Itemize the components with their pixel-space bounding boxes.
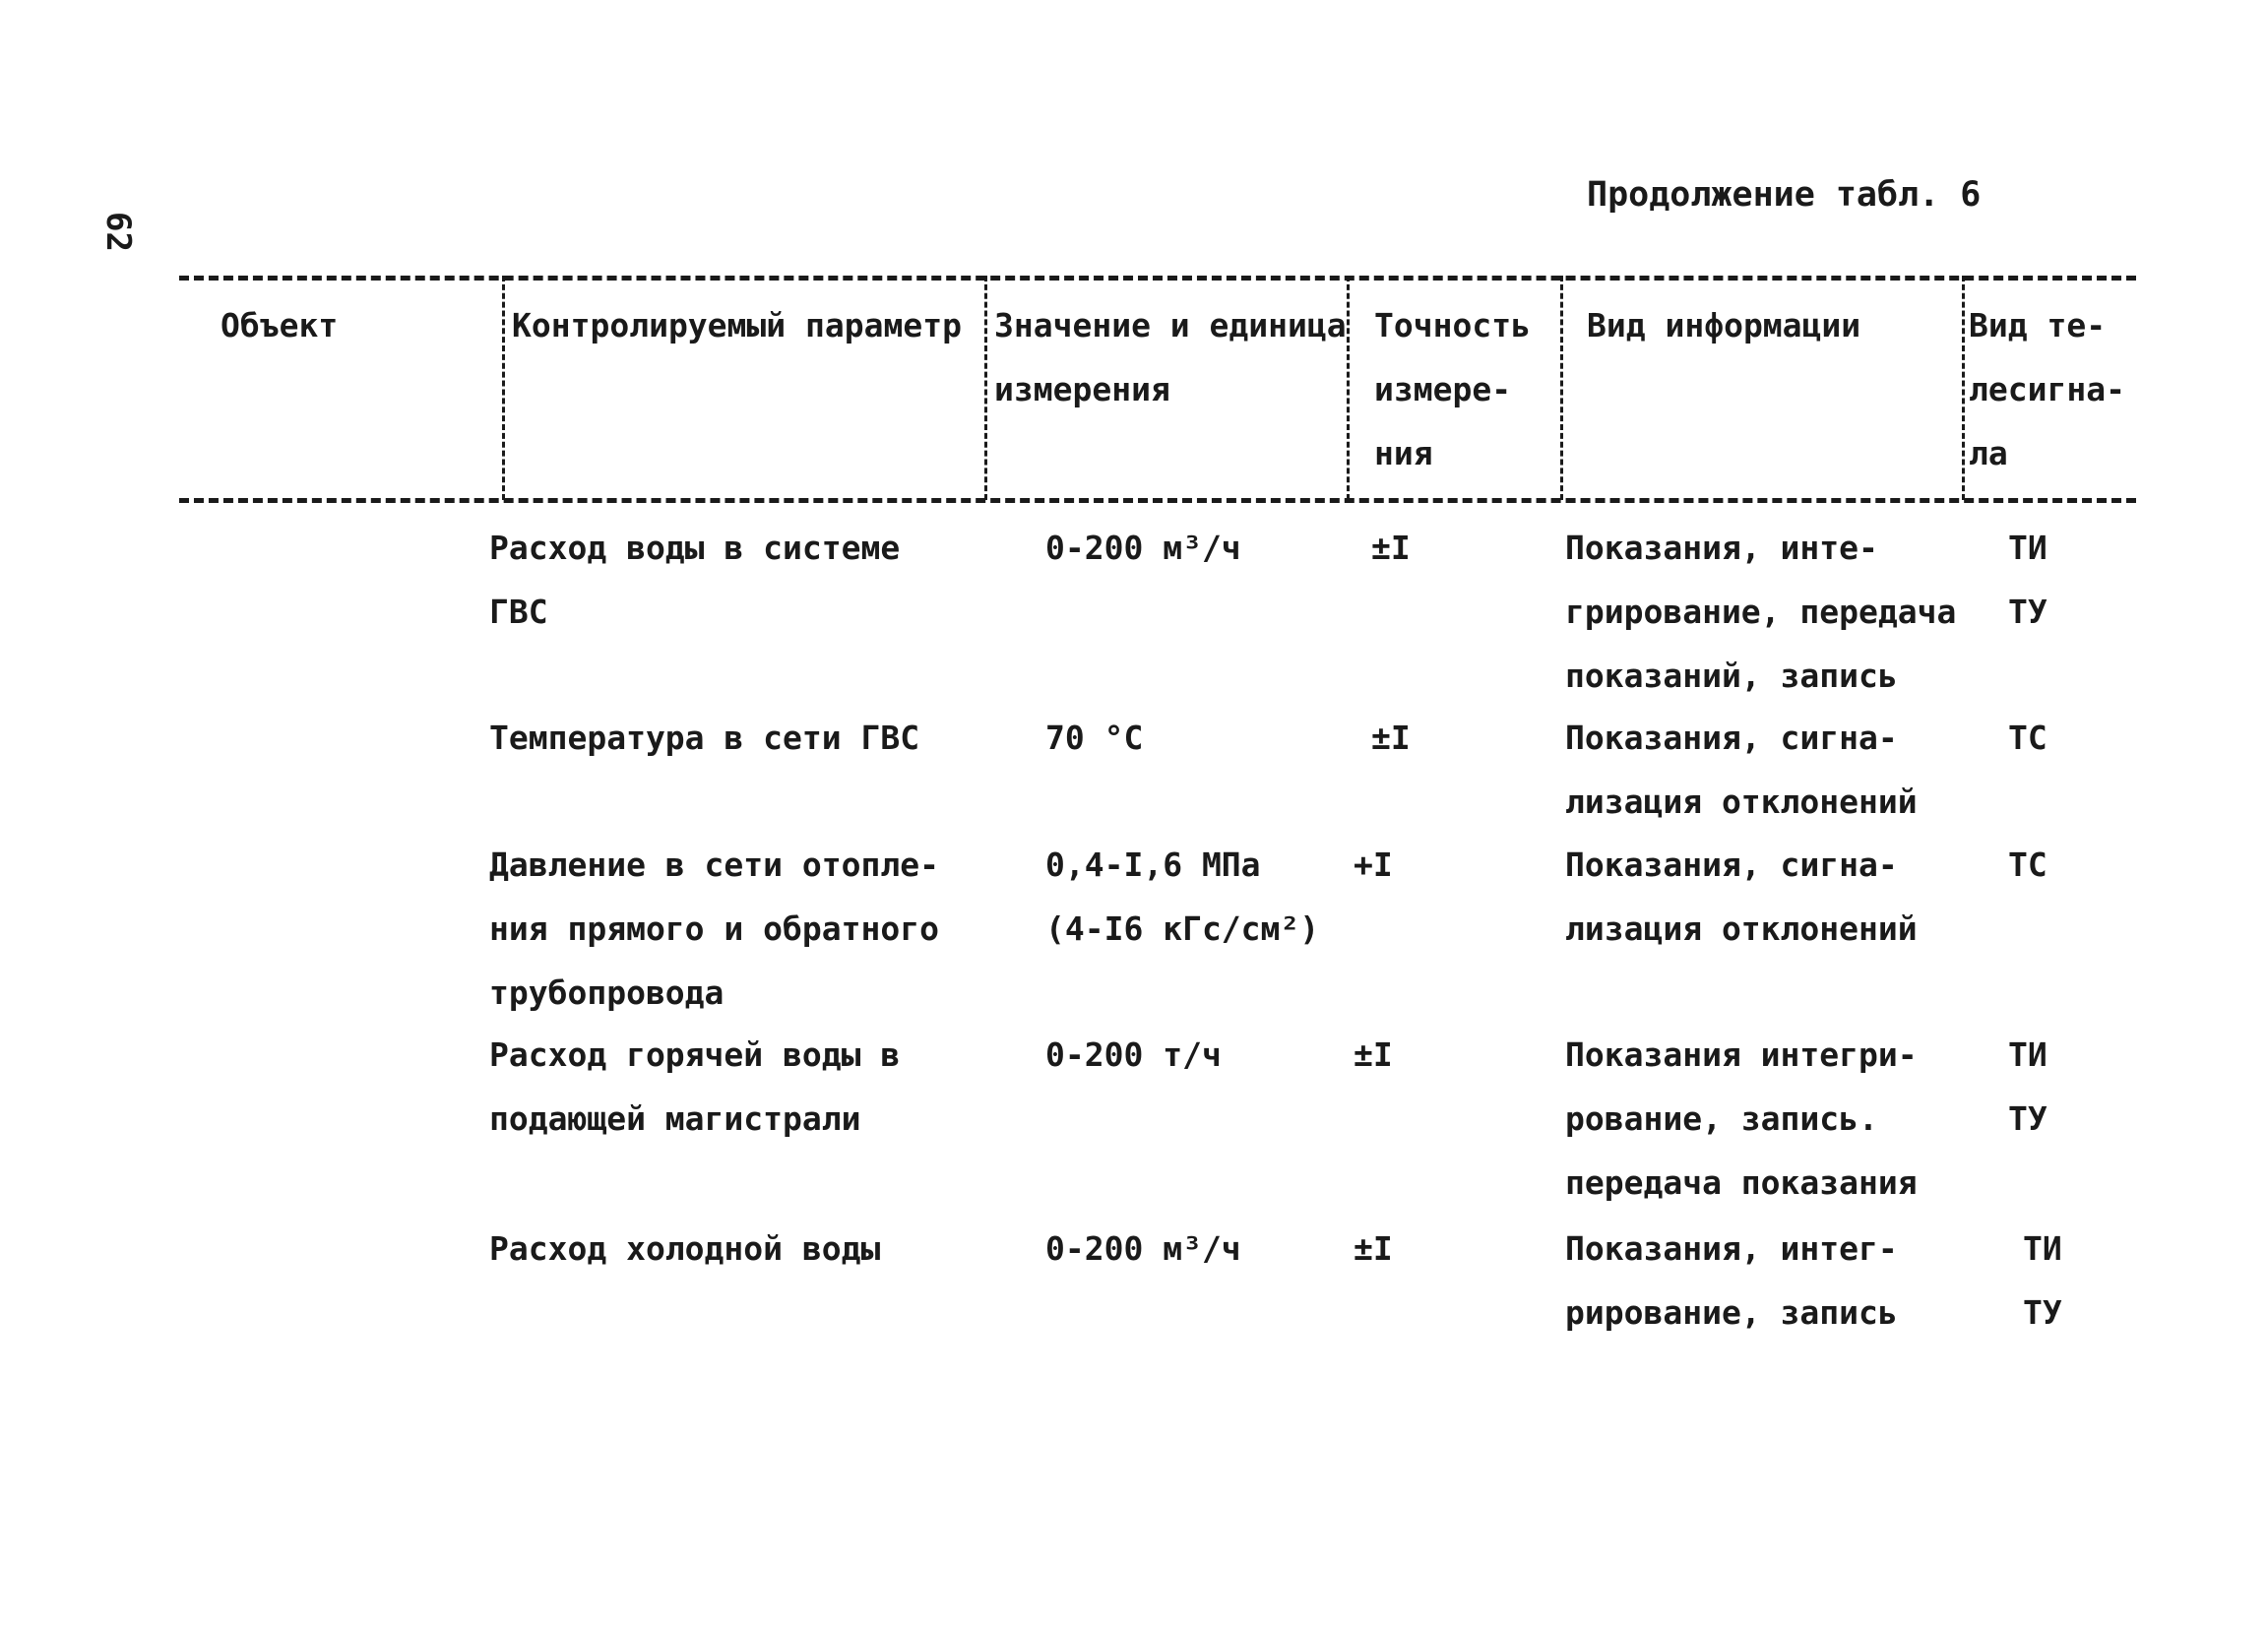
row-2-telesignal: ТС (2008, 719, 2048, 757)
table-header-bottom-rule (179, 498, 2136, 503)
column-divider-1 (502, 276, 505, 500)
page-number: 62 (98, 212, 138, 252)
column-divider-4 (1560, 276, 1563, 500)
row-1-info: Показания, инте- грирование, передача показаний, запись (1565, 529, 1957, 695)
row-1-telesignal: ТИ ТУ (2008, 529, 2048, 631)
row-1-parameter: Расход воды в системе ГВС (489, 529, 901, 631)
row-2-info: Показания, сигна- лизация отклонений (1565, 719, 1918, 821)
row-4-parameter: Расход горячей воды в подающей магистрали (489, 1035, 901, 1138)
row-4-telesignal: ТИ ТУ (2008, 1035, 2048, 1138)
row-5-value: 0-200 м³/ч (1045, 1229, 1241, 1268)
row-2-accuracy: ±I (1371, 719, 1411, 757)
header-value: Значение и единица измерения (994, 306, 1347, 408)
row-3-value: 0,4-I,6 МПа (4-I6 кГс/см²) (1045, 845, 1320, 948)
column-divider-3 (1347, 276, 1350, 500)
header-info: Вид информации (1587, 306, 1861, 344)
row-3-telesignal: ТС (2008, 845, 2048, 884)
row-5-telesignal: ТИ ТУ (2023, 1229, 2062, 1332)
row-3-info: Показания, сигна- лизация отклонений (1565, 845, 1918, 948)
table-top-rule (179, 276, 2136, 281)
header-accuracy: Точность измере- ния (1374, 306, 1531, 472)
header-parameter: Контролируемый параметр (512, 306, 962, 344)
row-4-accuracy: ±I (1354, 1035, 1393, 1074)
row-5-accuracy: ±I (1354, 1229, 1393, 1268)
column-divider-2 (984, 276, 987, 500)
header-object: Объект (220, 306, 339, 344)
row-2-value: 70 °С (1045, 719, 1144, 757)
header-telesignal: Вид те- лесигна- ла (1969, 306, 2125, 472)
row-3-accuracy: +I (1354, 845, 1393, 884)
column-divider-5 (1962, 276, 1965, 500)
row-1-accuracy: ±I (1371, 529, 1411, 567)
table-caption: Продолжение табл. 6 (1587, 175, 1982, 215)
row-3-parameter: Давление в сети отопле- ния прямого и обратного трубопровода (489, 845, 939, 1012)
row-5-parameter: Расход холодной воды (489, 1229, 881, 1268)
row-4-info: Показания интегри- рование, запись. передача показания (1565, 1035, 1918, 1202)
row-4-value: 0-200 т/ч (1045, 1035, 1222, 1074)
row-1-value: 0-200 м³/ч (1045, 529, 1241, 567)
row-5-info: Показания, интег- рирование, запись (1565, 1229, 1898, 1332)
row-2-parameter: Температура в сети ГВС (489, 719, 920, 757)
